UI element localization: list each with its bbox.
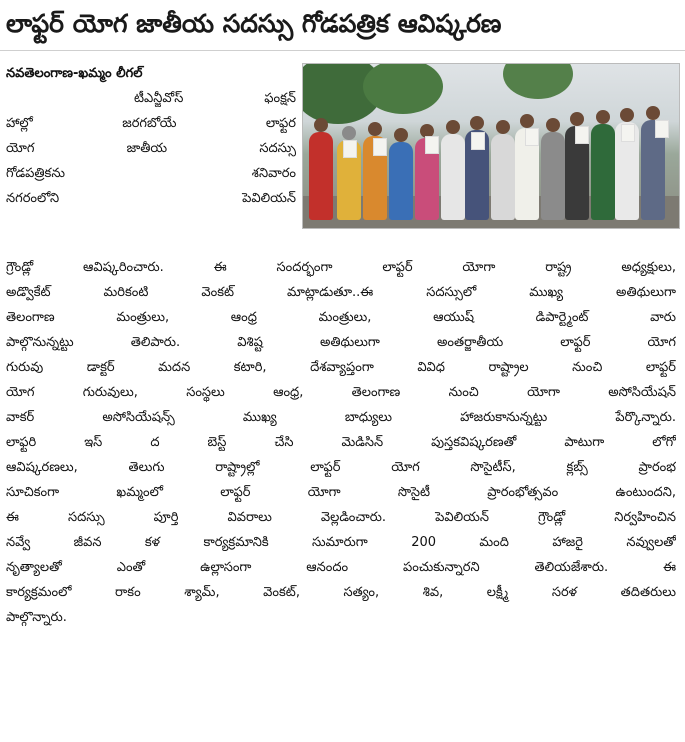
text-line: సూచికంగా ఖమ్మంలో లాఫ్టర్ యోగా సొసైటీ ప్రారంభోత్సవం ఉంటుందని, (6, 485, 676, 500)
text-line: గురువు డాక్టర్ మదన కటారి, దేశవ్యాప్తంగా వివిధ రాష్ట్రాల నుంచి లాఫ్టర్ (6, 360, 676, 375)
text-line: యోగ గురువులు, సంస్థలు ఆంధ్ర, తెలంగాణ నుంచి యోగా అసోసియేషన్ (6, 385, 676, 400)
text-line: పాల్గొన్నారు. (6, 610, 67, 625)
text-line: నగరంలోని పెవిలియన్ (6, 191, 296, 206)
text-line: నృత్యాలతో ఎంతో ఉల్లాసంగా ఆనందం పంచుకున్నారని తెలియజేశారు. ఈ (6, 560, 676, 575)
text-line: యోగ జాతీయ సదస్సు (6, 141, 296, 156)
text-line: పాల్గొనున్నట్టు తెలిపారు. విశిష్ట అతిథులుగా అంతర్జాతీయ లాఫ్టర్ యోగ (6, 335, 676, 350)
text-line: నవ్వే జీవన కళ కార్యక్రమానికి సుమారుగా 200 మంది హాజరై నవ్వులతో (6, 535, 676, 550)
text-line: వాకర్ అసోసియేషన్స్ ముఖ్య బాధ్యులు హాజరుకానున్నట్టు పేర్కొన్నారు. (6, 410, 676, 425)
wide-text-block (6, 255, 676, 630)
narrow-text-block (6, 61, 296, 211)
text-line: ఆవిష్కరణలు, తెలుగు రాష్ట్రాల్లో లాఫ్టర్ యోగ సొసైటీస్, క్లబ్స్ ప్రారంభ (6, 460, 676, 475)
text-line: లాఫ్టరి ఇస్ ద బెస్ట్ చేసి మెడిసిన్ పుస్తకవిష్కరణతో పాటుగా లోగో (6, 435, 676, 450)
text-line: తెలంగాణ మంత్రులు, ఆంధ్ర మంత్రులు, ఆయుష్ డిపార్ట్మెంట్ వారు (6, 310, 676, 325)
text-line: ఈ సదస్సు పూర్తి వివరాలు వెల్లడించారు. పెవిలియన్ గ్రౌండ్లో నిర్వహించిన (6, 510, 676, 525)
text-line: హాల్లో జరగబోయే లాఫ్టర (6, 116, 296, 131)
text-line: గ్రౌండ్లో ఆవిష్కరించారు. ఈ సందర్భంగా లాఫ్టర్ యోగా రాష్ట్ర అధ్యక్షులు, (6, 260, 676, 275)
headline: లాఫ్టర్ యోగ జాతీయ సదస్సు గోడపత్రిక ఆవిష్కరణ (6, 9, 502, 38)
text-line: గోడపత్రికను శనివారం (6, 166, 296, 181)
event-photo (302, 63, 680, 229)
text-line: కార్యక్రమంలో రాకం శ్యామ్, వెంకట్, సత్యం, శివ, లక్ష్మీ సరళ తదితరులు (6, 585, 676, 600)
text-line: టీఎన్జీవోస్ ఫంక్షన్ (134, 91, 296, 106)
headline-divider (0, 50, 685, 51)
dateline: నవతెలంగాణ-ఖమ్మం లీగల్ (6, 66, 143, 81)
text-line: అడ్వొకేట్ మరికంటి వెంకట్ మాట్లాడుతూ..ఈ సదస్సులో ముఖ్య అతిథులుగా (6, 285, 676, 300)
